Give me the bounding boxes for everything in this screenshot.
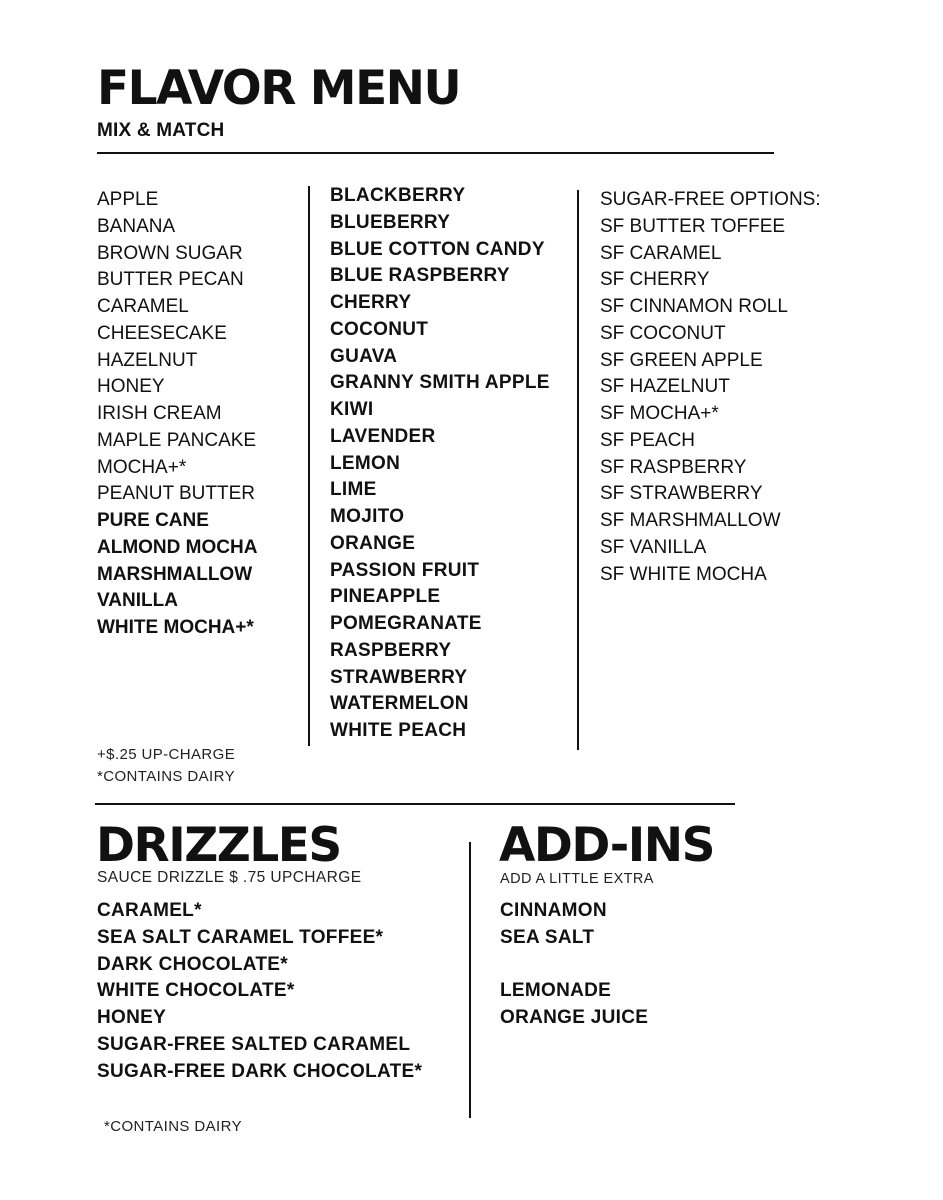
- list-item: CARAMEL: [97, 296, 189, 317]
- upcharge-note: +$.25 UP-CHARGE: [97, 746, 236, 763]
- list-item: ORANGE JUICE: [500, 1007, 649, 1028]
- drizzles-list: [97, 898, 422, 1085]
- drizzles-subtitle: SAUCE DRIZZLE $ .75 UPCHARGE: [97, 869, 362, 886]
- column-divider: [308, 186, 310, 746]
- flavor-column-sugar-free: [600, 187, 821, 588]
- list-item: SUGAR-FREE OPTIONS:: [600, 189, 821, 210]
- list-item: BLUE COTTON CANDY: [330, 238, 545, 260]
- list-item: WHITE PEACH: [330, 720, 467, 741]
- list-item: PASSION FRUIT: [330, 559, 480, 581]
- drizzles-title: DRIZZLES: [96, 818, 341, 873]
- list-item: HONEY: [97, 1007, 167, 1028]
- list-item: SF PEACH: [600, 429, 696, 451]
- list-item: WHITE MOCHA+*: [97, 617, 254, 638]
- list-item: SF CHERRY: [600, 269, 710, 291]
- list-item: SUGAR-FREE DARK CHOCOLATE*: [97, 1060, 423, 1082]
- list-item: LIME: [330, 479, 377, 501]
- list-item: SUGAR-FREE SALTED CARAMEL: [97, 1033, 411, 1055]
- list-item: MOJITO: [330, 506, 405, 527]
- list-item: COCONUT: [330, 318, 429, 340]
- list-item: BLUE RASPBERRY: [330, 265, 510, 287]
- list-item: DARK CHOCOLATE*: [97, 953, 288, 975]
- list-item: SF CINNAMON ROLL: [600, 296, 788, 317]
- list-item: SEA SALT: [500, 926, 595, 948]
- flavor-column-fruit: [330, 183, 550, 745]
- list-item: STRAWBERRY: [330, 666, 468, 688]
- list-item: HONEY: [97, 376, 165, 398]
- list-item: BUTTER PECAN: [97, 269, 244, 291]
- list-item: MOCHA+*: [97, 456, 187, 478]
- list-item: KIWI: [330, 399, 374, 420]
- flavor-menu-divider: [97, 152, 774, 154]
- add-ins-subtitle: ADD A LITTLE EXTRA: [500, 871, 654, 887]
- list-item: LEMON: [330, 452, 401, 474]
- list-item: SEA SALT CARAMEL TOFFEE*: [97, 926, 384, 948]
- list-item: WHITE CHOCOLATE*: [97, 980, 295, 1002]
- list-item: SF CARAMEL: [600, 242, 722, 264]
- list-item: BANANA: [97, 215, 176, 237]
- flavor-column-classic: [97, 187, 257, 642]
- list-spacer: [500, 952, 648, 979]
- drizzles-dairy-note: *CONTAINS DAIRY: [104, 1118, 242, 1135]
- list-item: APPLE: [97, 189, 159, 210]
- list-item: POMEGRANATE: [330, 613, 482, 634]
- list-item: PINEAPPLE: [330, 586, 441, 608]
- list-item: VANILLA: [97, 590, 178, 612]
- list-item: SF GREEN APPLE: [600, 349, 763, 371]
- list-item: PEANUT BUTTER: [97, 483, 256, 505]
- list-item: RASPBERRY: [330, 639, 452, 661]
- flavor-notes: [97, 744, 235, 788]
- column-divider: [469, 842, 471, 1118]
- add-ins-list: [500, 898, 648, 1032]
- flavor-menu-title: FLAVOR MENU: [97, 61, 461, 116]
- list-item: SF HAZELNUT: [600, 376, 730, 398]
- column-divider: [577, 190, 579, 750]
- list-item: SF STRAWBERRY: [600, 483, 763, 505]
- list-item: CHERRY: [330, 292, 412, 313]
- list-item: HAZELNUT: [97, 349, 198, 371]
- list-item: SF BUTTER TOFFEE: [600, 215, 786, 237]
- list-item: SF MOCHA+*: [600, 403, 719, 424]
- section-divider: [95, 803, 735, 805]
- list-item: SF MARSHMALLOW: [600, 510, 781, 531]
- list-item: LEMONADE: [500, 980, 612, 1002]
- dairy-note: *CONTAINS DAIRY: [97, 768, 235, 785]
- list-item: BLACKBERRY: [330, 185, 466, 206]
- list-item: ALMOND MOCHA: [97, 536, 258, 558]
- list-item: CARAMEL*: [97, 900, 202, 921]
- list-item: MARSHMALLOW: [97, 563, 253, 585]
- add-ins-title: ADD-INS: [499, 818, 714, 873]
- list-item: CINNAMON: [500, 900, 607, 921]
- list-item: SF WHITE MOCHA: [600, 563, 767, 585]
- list-item: SF COCONUT: [600, 322, 726, 344]
- list-item: GUAVA: [330, 345, 398, 367]
- list-item: MAPLE PANCAKE: [97, 429, 257, 451]
- list-item: WATERMELON: [330, 693, 469, 715]
- list-item: IRISH CREAM: [97, 403, 222, 424]
- list-item: PURE CANE: [97, 510, 209, 531]
- list-item: GRANNY SMITH APPLE: [330, 372, 550, 394]
- flavor-menu-subtitle: MIX & MATCH: [97, 120, 225, 141]
- list-item: LAVENDER: [330, 425, 436, 447]
- list-item: CHEESECAKE: [97, 322, 227, 344]
- list-item: BROWN SUGAR: [97, 242, 243, 264]
- list-item: SF RASPBERRY: [600, 456, 747, 478]
- list-item: SF VANILLA: [600, 536, 707, 558]
- list-item: BLUEBERRY: [330, 211, 451, 233]
- list-item: ORANGE: [330, 532, 416, 554]
